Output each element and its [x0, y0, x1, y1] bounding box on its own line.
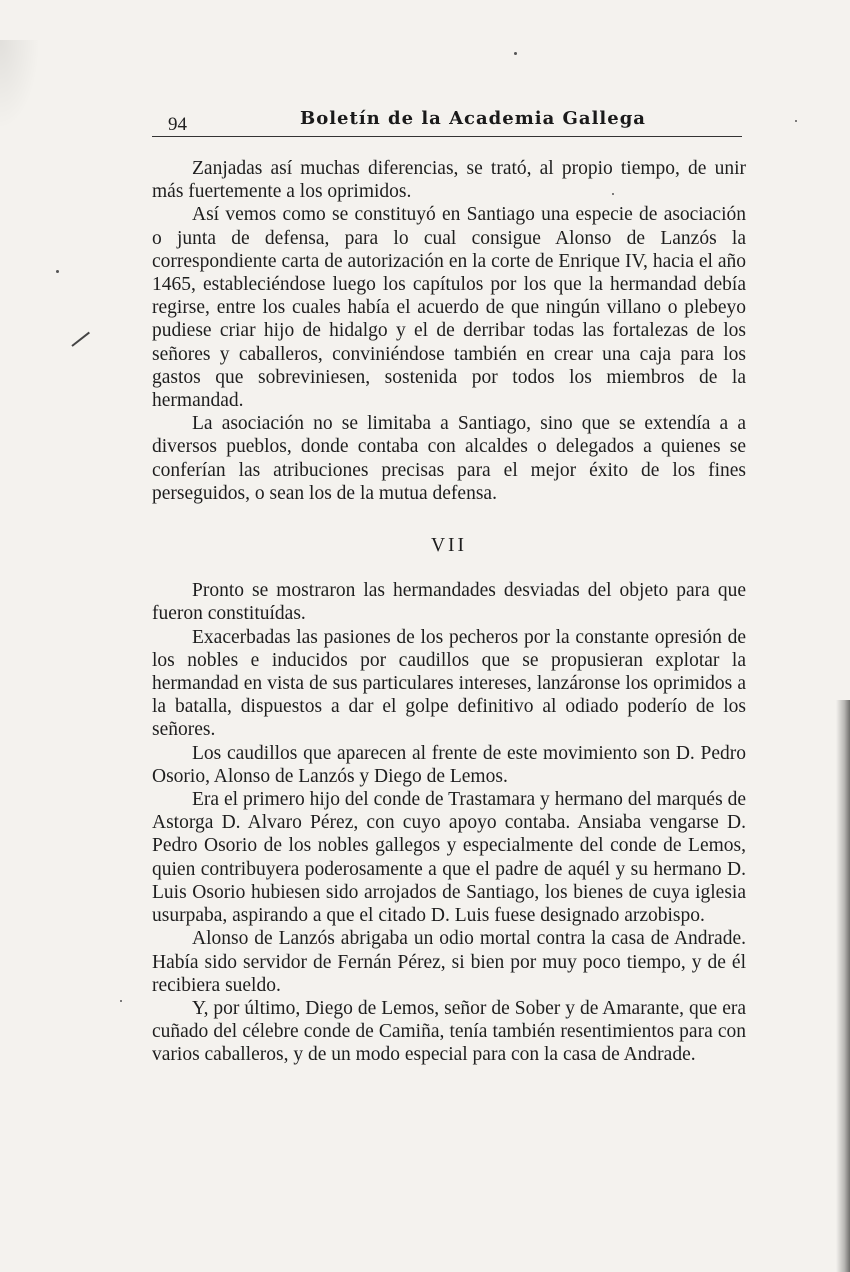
ink-speck: [514, 52, 517, 55]
paragraph: Los caudillos que aparecen al frente de este movimiento son D. Pedro Osorio, Alonso de Lanzós y Diego de Lemos.: [152, 742, 746, 787]
running-title: Boletín de la Academia Gallega: [300, 108, 646, 129]
paragraph: Pronto se mostraron las hermandades desviadas del objeto para que fueron constituídas.: [152, 580, 746, 625]
ink-speck: [120, 1000, 122, 1002]
paragraph: Y, por último, Diego de Lemos, señor de Sober y de Amarante, que era cuñado del célebre conde de Camiña, tenía también resentimientos para con varios caballeros, y de un modo especial para con la casa de Andrade.: [152, 997, 746, 1066]
paragraph: Exacerbadas las pasiones de los pecheros por la constante opresión de los nobles e inducidos por caudillos que se propusieran explotar la hermandad en vista de sus particulares intereses, lanzáronse los oprimidos a la batalla, dispuestos a dar el golpe definitivo al odiado poderío de los señores.: [152, 626, 746, 741]
paragraph: La asociación no se limitaba a Santiago, sino que se extendía a a diversos pueblos, donde contaba con alcaldes o delegados a quienes se conferían las atribuciones precisas para el mejor éxito de los fines perseguidos, o sean los de la mutua defensa.: [152, 413, 746, 504]
section-heading: VII: [430, 535, 468, 557]
ink-speck: [795, 120, 797, 122]
page-edge-shadow: [836, 700, 850, 1272]
paragraph: Zanjadas así muchas diferencias, se trató, al propio tiempo, de unir más fuertemente a los oprimidos.: [152, 158, 746, 203]
ink-speck: [56, 270, 59, 273]
paragraph: Alonso de Lanzós abrigaba un odio mortal contra la casa de Andrade. Había sido servidor de Fernán Pérez, si bien por muy poco tiempo, y de él recibiera sueldo.: [152, 928, 746, 996]
header-rule: [152, 136, 742, 137]
paragraph: Así vemos como se constituyó en Santiago una especie de asociación o junta de defensa, para lo cual consigue Alonso de Lanzós la correspondiente carta de autorización en la corte de Enrique IV, hacia el año 1465, estableciéndose luego los capítulos por los que la hermandad debía regirse, entre los cuales había el acuerdo de que ningún villano o plebeyo pudiese criar hijo de hidalgo y el de derribar todas las fortalezas de los señores y caballeros, conviniéndose también en crear una caja para los gastos que sobreviniesen, sostenida por todos los miembros de la hermandad.: [152, 204, 746, 412]
scan-smudge: [0, 40, 40, 130]
margin-pencil-mark: [71, 332, 90, 347]
body-text: [152, 157, 746, 1067]
page-number: 94: [168, 114, 187, 135]
paragraph: Era el primero hijo del conde de Trastamara y hermano del marqués de Astorga D. Alvaro Pérez, con cuyo apoyo contaba. Ansiaba vengarse D. Pedro Osorio de los nobles gallegos y especialmente del conde de Lemos, quien contribuyera poderosamente a que el padre de aquél y su hermano D. Luis Osorio hubiesen sido arrojados de Santiago, los bienes de cuya iglesia usurpaba, aspirando a que el citado D. Luis fuese designado arzobispo.: [152, 789, 746, 927]
page-header: [152, 108, 744, 138]
